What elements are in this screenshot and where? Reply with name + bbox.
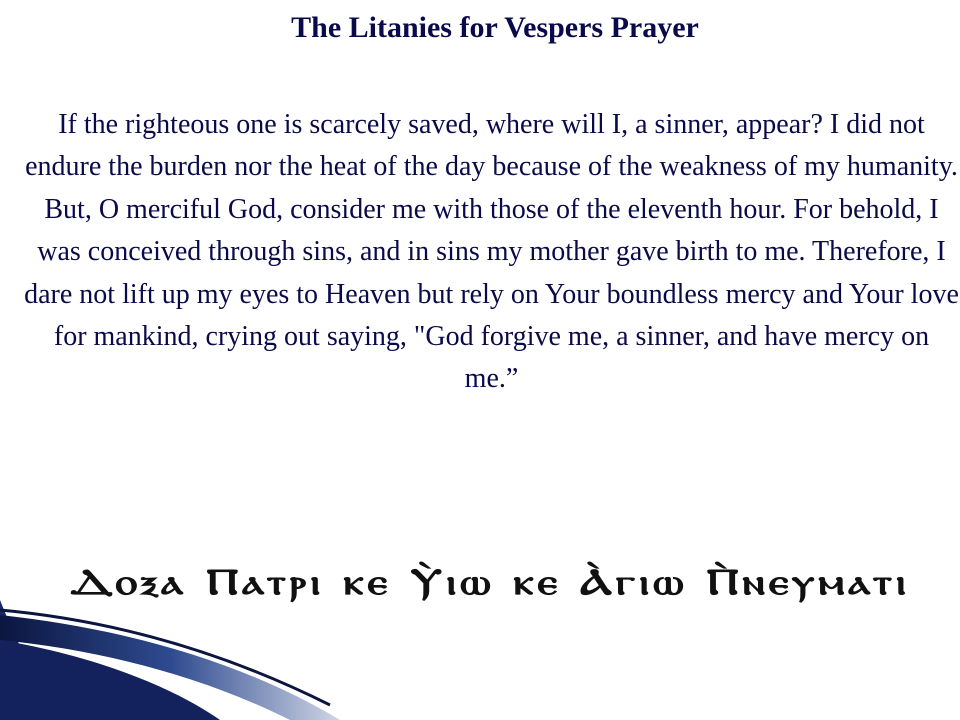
- coptic-doxology: [60, 552, 920, 608]
- corner-swoosh-left: [0, 600, 70, 720]
- coptic-doxology-text: Ⲇⲟⲝⲁ Ⲡⲁⲧⲣⲓ ⲕⲉ Ⲩ̀ⲓⲱ ⲕⲉ Ⲁ̀ⲅⲓⲱ Ⲡ̀ⲛⲉⲩⲙⲁⲧⲓ: [70, 561, 910, 603]
- corner-swoosh-band: [0, 615, 340, 720]
- corner-swoosh-line: [0, 610, 330, 705]
- slide-title: The Litanies for Vespers Prayer: [291, 11, 699, 44]
- prayer-text: If the righteous one is scarcely saved, where will I, a sinner, appear? I did not endure the burden nor the heat of the day because of the weakness of my humanity. But, O merciful God, consider me with those of the eleventh hour. For behold, I was conceived through sins, and in sins my mother gave birth to me. Therefore, I dare not lift up my eyes to Heaven but rely on Your boundless mercy and Your love for mankind, crying out saying, "God forgive me, a sinner, and have mercy on me.”: [24, 109, 959, 395]
- corner-swoosh-fill: [0, 640, 220, 720]
